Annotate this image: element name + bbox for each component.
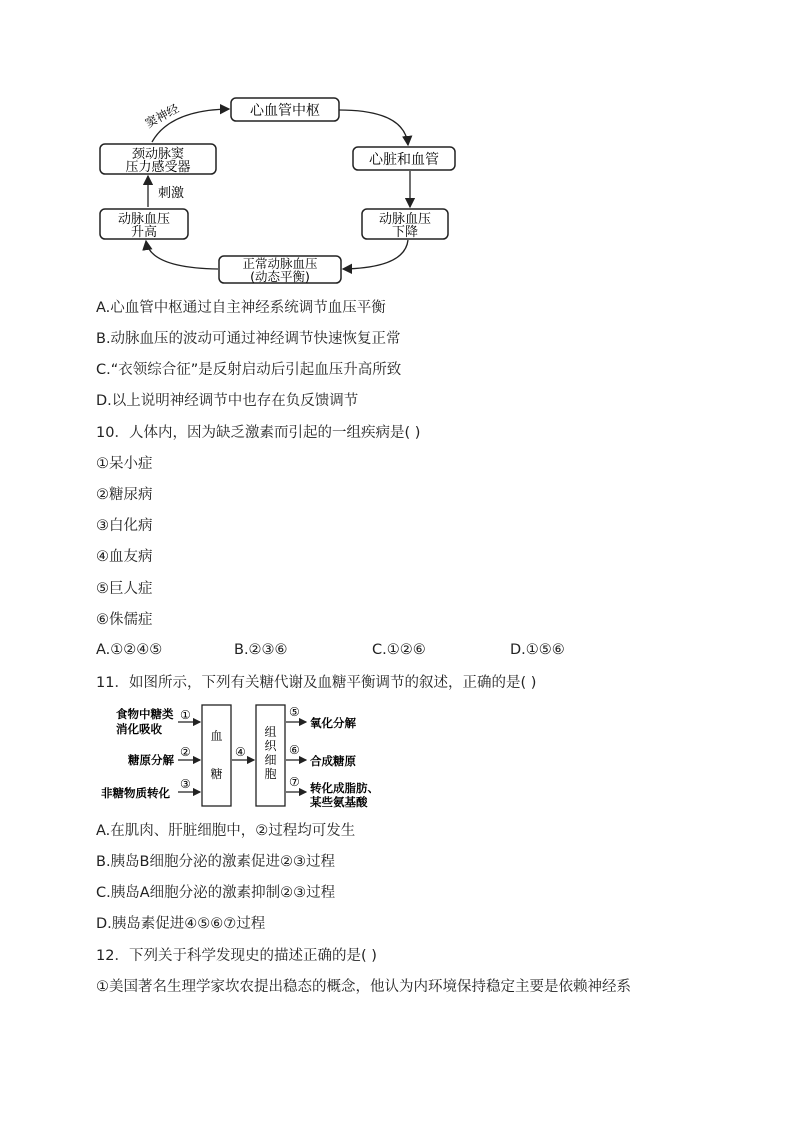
glucose-metabolism-diagram bbox=[98, 702, 379, 810]
q9-option-d: D.以上说明神经调节中也存在负反馈调节 bbox=[96, 393, 359, 409]
q9-option-b: B.动脉血压的波动可通过神经调节快速恢复正常 bbox=[96, 331, 401, 347]
tissue-cell-char-1: 组 bbox=[264, 725, 277, 739]
cardiovascular-center-label: 心血管中枢 bbox=[250, 103, 320, 119]
output-num-5: ⑤ bbox=[289, 705, 300, 719]
output-oxidation: 氧化分解 bbox=[310, 716, 356, 730]
blood-pressure-diagram bbox=[90, 88, 470, 284]
output-num-6: ⑥ bbox=[289, 743, 300, 757]
q10-item-1: ①呆小症 bbox=[96, 456, 153, 472]
blood-sugar-box bbox=[202, 705, 231, 806]
input-num-1: ① bbox=[180, 708, 191, 722]
arrow-center-to-heart bbox=[339, 110, 408, 145]
q12-stem: 12．下列关于科学发现史的描述正确的是( ) bbox=[96, 948, 377, 964]
middle-num-4: ④ bbox=[235, 745, 246, 759]
output-num-7: ⑦ bbox=[289, 775, 300, 789]
q10-item-6: ⑥侏儒症 bbox=[96, 612, 153, 628]
baroreceptor-line2: 压力感受器 bbox=[125, 160, 191, 175]
q10-item-3: ③白化病 bbox=[96, 518, 153, 534]
baroreceptor-line1: 颈动脉窦 bbox=[131, 147, 185, 162]
q10-item-2: ②糖尿病 bbox=[96, 487, 153, 503]
q12-item-1: ①美国著名生理学家坎农提出稳态的概念，他认为内环境保持稳定主要是依赖神经系 bbox=[96, 979, 631, 995]
normal-pressure-line1: 正常动脉血压 bbox=[242, 256, 318, 271]
arrow-normal-to-up bbox=[146, 241, 218, 269]
tissue-cell-char-3: 细 bbox=[264, 753, 277, 767]
pressure-up-line1: 动脉血压 bbox=[117, 212, 171, 227]
tissue-cell-char-2: 织 bbox=[264, 739, 277, 753]
q10-option-d: D.①⑤⑥ bbox=[510, 642, 565, 658]
q11-option-a: A.在肌肉、肝脏细胞中，②过程均可发生 bbox=[96, 823, 356, 839]
heart-vessels-label: 心脏和血管 bbox=[369, 152, 439, 168]
input-food-line2: 消化吸收 bbox=[116, 722, 162, 736]
q9-option-a: A.心血管中枢通过自主神经系统调节血压平衡 bbox=[96, 300, 386, 316]
pressure-down-line1: 动脉血压 bbox=[378, 212, 432, 227]
output-convert-line1: 转化成脂肪、 bbox=[310, 781, 379, 795]
tissue-cell-char-4: 胞 bbox=[264, 767, 277, 781]
pressure-up-line2: 升高 bbox=[130, 225, 158, 240]
normal-pressure-line2: (动态平衡) bbox=[250, 269, 310, 284]
q11-option-c: C.胰岛A细胞分泌的激素抑制②③过程 bbox=[96, 885, 336, 901]
arrow-down-to-normal bbox=[343, 240, 408, 269]
q10-stem: 10．人体内，因为缺乏激素而引起的一组疾病是( ) bbox=[96, 425, 421, 441]
stimulus-label: 刺激 bbox=[158, 186, 185, 201]
q10-option-a: A.①②④⑤ bbox=[96, 642, 163, 658]
q10-item-5: ⑤巨人症 bbox=[96, 581, 153, 597]
q11-option-b: B.胰岛B细胞分泌的激素促进②③过程 bbox=[96, 854, 336, 870]
output-glycogen: 合成糖原 bbox=[310, 754, 356, 768]
q11-stem: 11．如图所示，下列有关糖代谢及血糖平衡调节的叙述，正确的是( ) bbox=[96, 675, 537, 691]
input-food-line1: 食物中糖类 bbox=[116, 707, 174, 721]
sinus-nerve-label: 窦神经 bbox=[142, 101, 182, 131]
blood-sugar-char-2: 糖 bbox=[210, 767, 223, 781]
q11-option-d: D.胰岛素促进④⑤⑥⑦过程 bbox=[96, 916, 266, 932]
q10-options-row bbox=[96, 642, 696, 662]
q10-option-c: C.①②⑥ bbox=[372, 642, 426, 658]
q10-item-4: ④血友病 bbox=[96, 549, 153, 565]
output-convert-line2: 某些氨基酸 bbox=[310, 795, 368, 809]
blood-sugar-char-1: 血 bbox=[210, 729, 223, 743]
q10-option-b: B.②③⑥ bbox=[234, 642, 288, 658]
q9-option-c: C.“衣领综合征”是反射启动后引起血压升高所致 bbox=[96, 362, 402, 378]
pressure-down-line2: 下降 bbox=[391, 225, 419, 240]
input-non-sugar: 非糖物质转化 bbox=[101, 786, 170, 800]
input-num-2: ② bbox=[180, 745, 191, 759]
input-num-3: ③ bbox=[180, 777, 191, 791]
input-glycogen: 糖原分解 bbox=[128, 753, 174, 767]
